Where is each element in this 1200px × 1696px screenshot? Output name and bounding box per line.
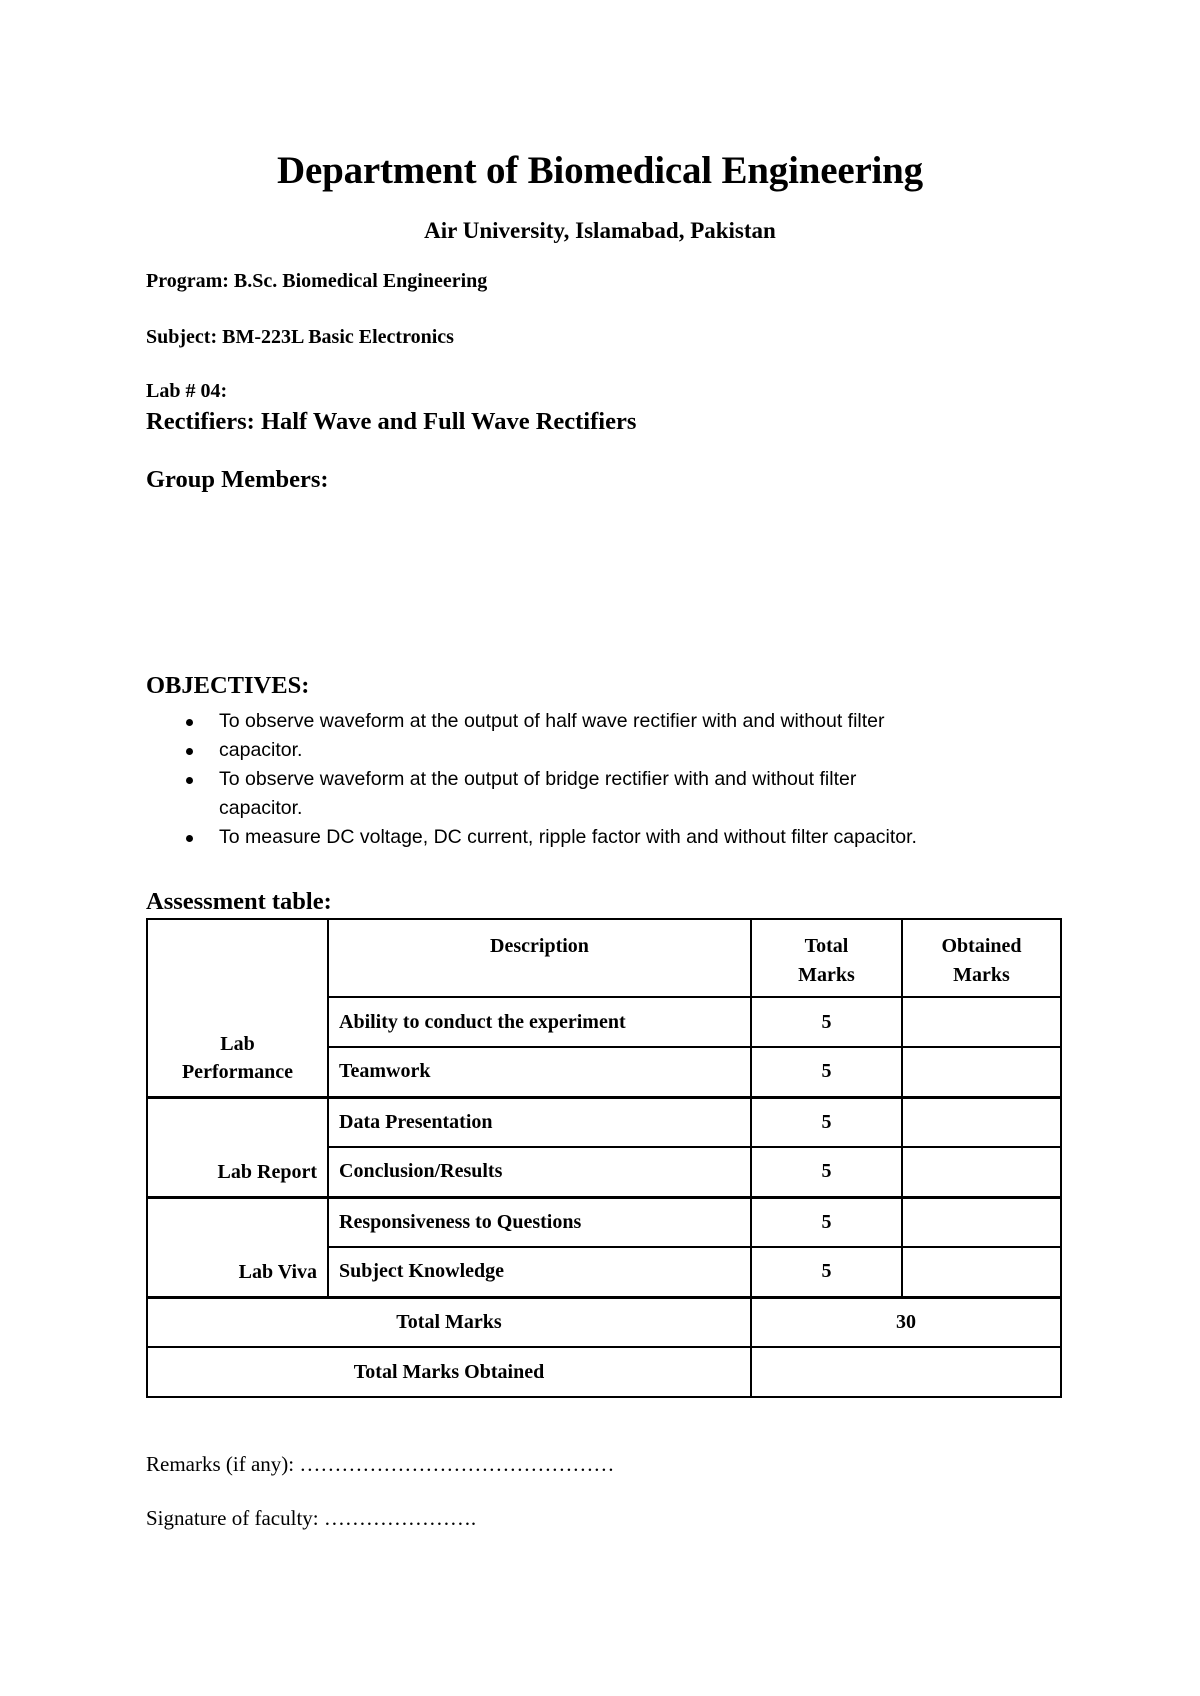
- lab-title: Rectifiers: Half Wave and Full Wave Rectifiers: [146, 408, 637, 435]
- header-text: Marks: [798, 964, 855, 986]
- description-header: Description: [328, 919, 751, 997]
- group-lab-performance: [147, 919, 328, 1097]
- group-label: Lab: [220, 1032, 255, 1055]
- row-total: 5: [751, 1147, 902, 1197]
- table-row: [147, 1097, 1061, 1147]
- total-obtained-label: Total Marks Obtained: [147, 1347, 751, 1397]
- lab-number: Lab # 04:: [146, 380, 228, 402]
- row-description: Conclusion/Results: [328, 1147, 751, 1197]
- row-obtained-input[interactable]: [902, 1247, 1061, 1297]
- row-obtained-input[interactable]: [902, 1047, 1061, 1097]
- row-obtained-input[interactable]: [902, 1097, 1061, 1147]
- group-lab-report: Lab Report: [147, 1097, 328, 1197]
- header-text: Marks: [953, 964, 1010, 986]
- objectives-list: [146, 707, 1046, 852]
- objective-item: To observe waveform at the output of half wave rectifier with and without filter: [146, 707, 1046, 736]
- assessment-table: [146, 918, 1062, 1398]
- signature-line: Signature of faculty: ………………….: [146, 1506, 477, 1530]
- group-members-label: Group Members:: [146, 466, 329, 493]
- row-total: 5: [751, 1047, 902, 1097]
- row-obtained-input[interactable]: [902, 997, 1061, 1047]
- remarks-line: Remarks (if any): ………………………………………: [146, 1452, 615, 1476]
- row-description: Subject Knowledge: [328, 1247, 751, 1297]
- group-label: Performance: [181, 1060, 294, 1083]
- total-marks-label: Total Marks: [147, 1297, 751, 1347]
- university-name: Air University, Islamabad, Pakistan: [424, 218, 776, 243]
- row-obtained-input[interactable]: [902, 1197, 1061, 1247]
- department-title: Department of Biomedical Engineering: [277, 149, 923, 192]
- total-obtained-value[interactable]: [751, 1347, 1061, 1397]
- objective-item: capacitor.: [146, 736, 1046, 765]
- objectives-heading: OBJECTIVES:: [146, 672, 310, 699]
- assessment-heading: Assessment table:: [146, 888, 332, 915]
- row-description: Responsiveness to Questions: [328, 1197, 751, 1247]
- row-description: Ability to conduct the experiment: [328, 997, 751, 1047]
- row-total: 5: [751, 997, 902, 1047]
- row-total: 5: [751, 1247, 902, 1297]
- objective-item: To measure DC voltage, DC current, ripple factor with and without filter capacitor.: [146, 823, 1046, 852]
- objective-item-continuation: capacitor.: [219, 797, 303, 819]
- obtained-marks-header: [902, 919, 1061, 997]
- subject-line: Subject: BM-223L Basic Electronics: [146, 326, 454, 348]
- row-description: Teamwork: [328, 1047, 751, 1097]
- total-obtained-row: [147, 1347, 1061, 1397]
- group-lab-viva: Lab Viva: [147, 1197, 328, 1297]
- total-marks-row: [147, 1297, 1061, 1347]
- row-obtained-input[interactable]: [902, 1147, 1061, 1197]
- row-total: 5: [751, 1197, 902, 1247]
- table-header-row: [147, 919, 1061, 997]
- table-row: [147, 1197, 1061, 1247]
- header-text: Total: [804, 935, 849, 957]
- objective-item: To observe waveform at the output of bridge rectifier with and without filter: [146, 765, 1046, 794]
- header-text: Obtained: [941, 935, 1022, 957]
- total-marks-header: [751, 919, 902, 997]
- row-description: Data Presentation: [328, 1097, 751, 1147]
- row-total: 5: [751, 1097, 902, 1147]
- program-line: Program: B.Sc. Biomedical Engineering: [146, 270, 488, 292]
- total-marks-value: 30: [751, 1297, 1061, 1347]
